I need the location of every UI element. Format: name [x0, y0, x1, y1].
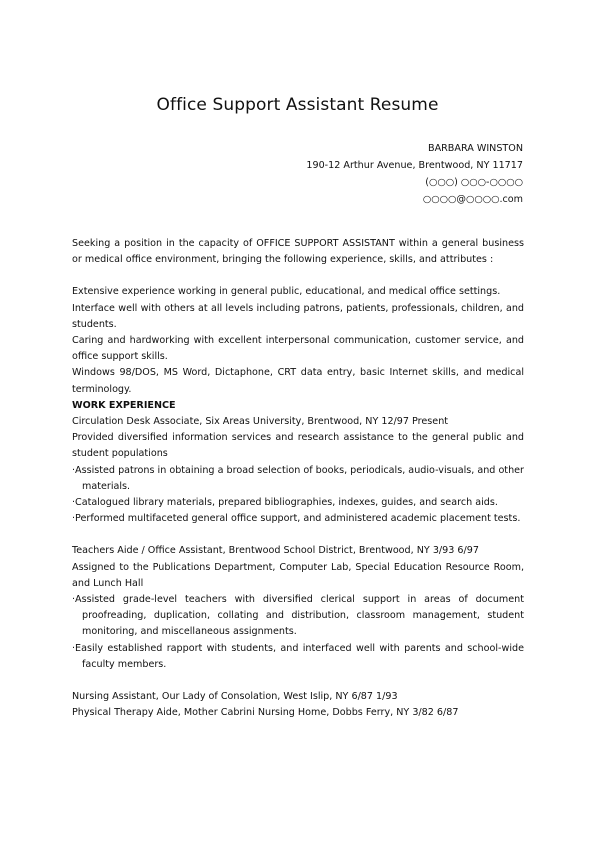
job-description: Assigned to the Publications Department, Computer Lab, Special Education Resource Room, and Lunch Hall [72, 561, 524, 589]
spacer [72, 527, 524, 543]
job-bullet: ·Assisted patrons in obtaining a broad selection of books, periodicals, audio-visuals, and other materials. [72, 464, 524, 492]
job-bullet: ·Catalogued library materials, prepared bibliographies, indexes, guides, and search aids. [72, 497, 498, 509]
contact-address: 190-12 Arthur Avenue, Brentwood, NY 11717 [306, 160, 523, 171]
job-bullet: ·Assisted grade-level teachers with diversified clerical support in areas of document proofreading, duplication, collating and distribution, classroom management, student monitoring, and miscellaneous assignments. [72, 594, 524, 638]
objective-paragraph: Seeking a position in the capacity of OFFICE SUPPORT ASSISTANT within a general business or medical office environment, bringing the following experience, skills, and attributes : [72, 238, 524, 266]
job-title: Circulation Desk Associate, Six Areas University, Brentwood, NY 12/97 Present [72, 416, 449, 428]
work-experience-heading: WORK EXPERIENCE [72, 399, 176, 411]
summary-item: Caring and hardworking with excellent interpersonal communication, customer service, and office support skills. [72, 335, 524, 363]
other-job: Nursing Assistant, Our Lady of Consolation, West Islip, NY 6/87 1/93 [72, 691, 398, 703]
summary-item: Interface well with others at all levels including patrons, patients, professionals, children, and students. [72, 302, 524, 330]
job-title: Teachers Aide / Office Assistant, Brentwood School District, Brentwood, NY 3/93 6/97 [72, 545, 479, 557]
contact-email: ○○○○@○○○○.com [422, 194, 523, 205]
contact-block [306, 140, 523, 208]
job-description: Provided diversified information services and research assistance to the general public and student populations [72, 432, 524, 460]
spacer [72, 673, 524, 689]
summary-item: Extensive experience working in general public, educational, and medical office settings. [72, 286, 501, 298]
spacer [72, 268, 524, 284]
page-title: Office Support Assistant Resume [156, 95, 439, 115]
resume-body [72, 236, 524, 721]
job-bullet: ·Easily established rapport with students, and interfaced well with parents and school-wide faculty members. [72, 642, 524, 670]
contact-name: BARBARA WINSTON [427, 143, 523, 154]
contact-phone: (○○○) ○○○-○○○○ [425, 177, 523, 188]
summary-item: Windows 98/DOS, MS Word, Dictaphone, CRT data entry, basic Internet skills, and medical terminology. [72, 367, 524, 395]
job-bullet: ·Performed multifaceted general office support, and administered academic placement tests. [72, 513, 521, 525]
other-job: Physical Therapy Aide, Mother Cabrini Nursing Home, Dobbs Ferry, NY 3/82 6/87 [72, 707, 459, 719]
